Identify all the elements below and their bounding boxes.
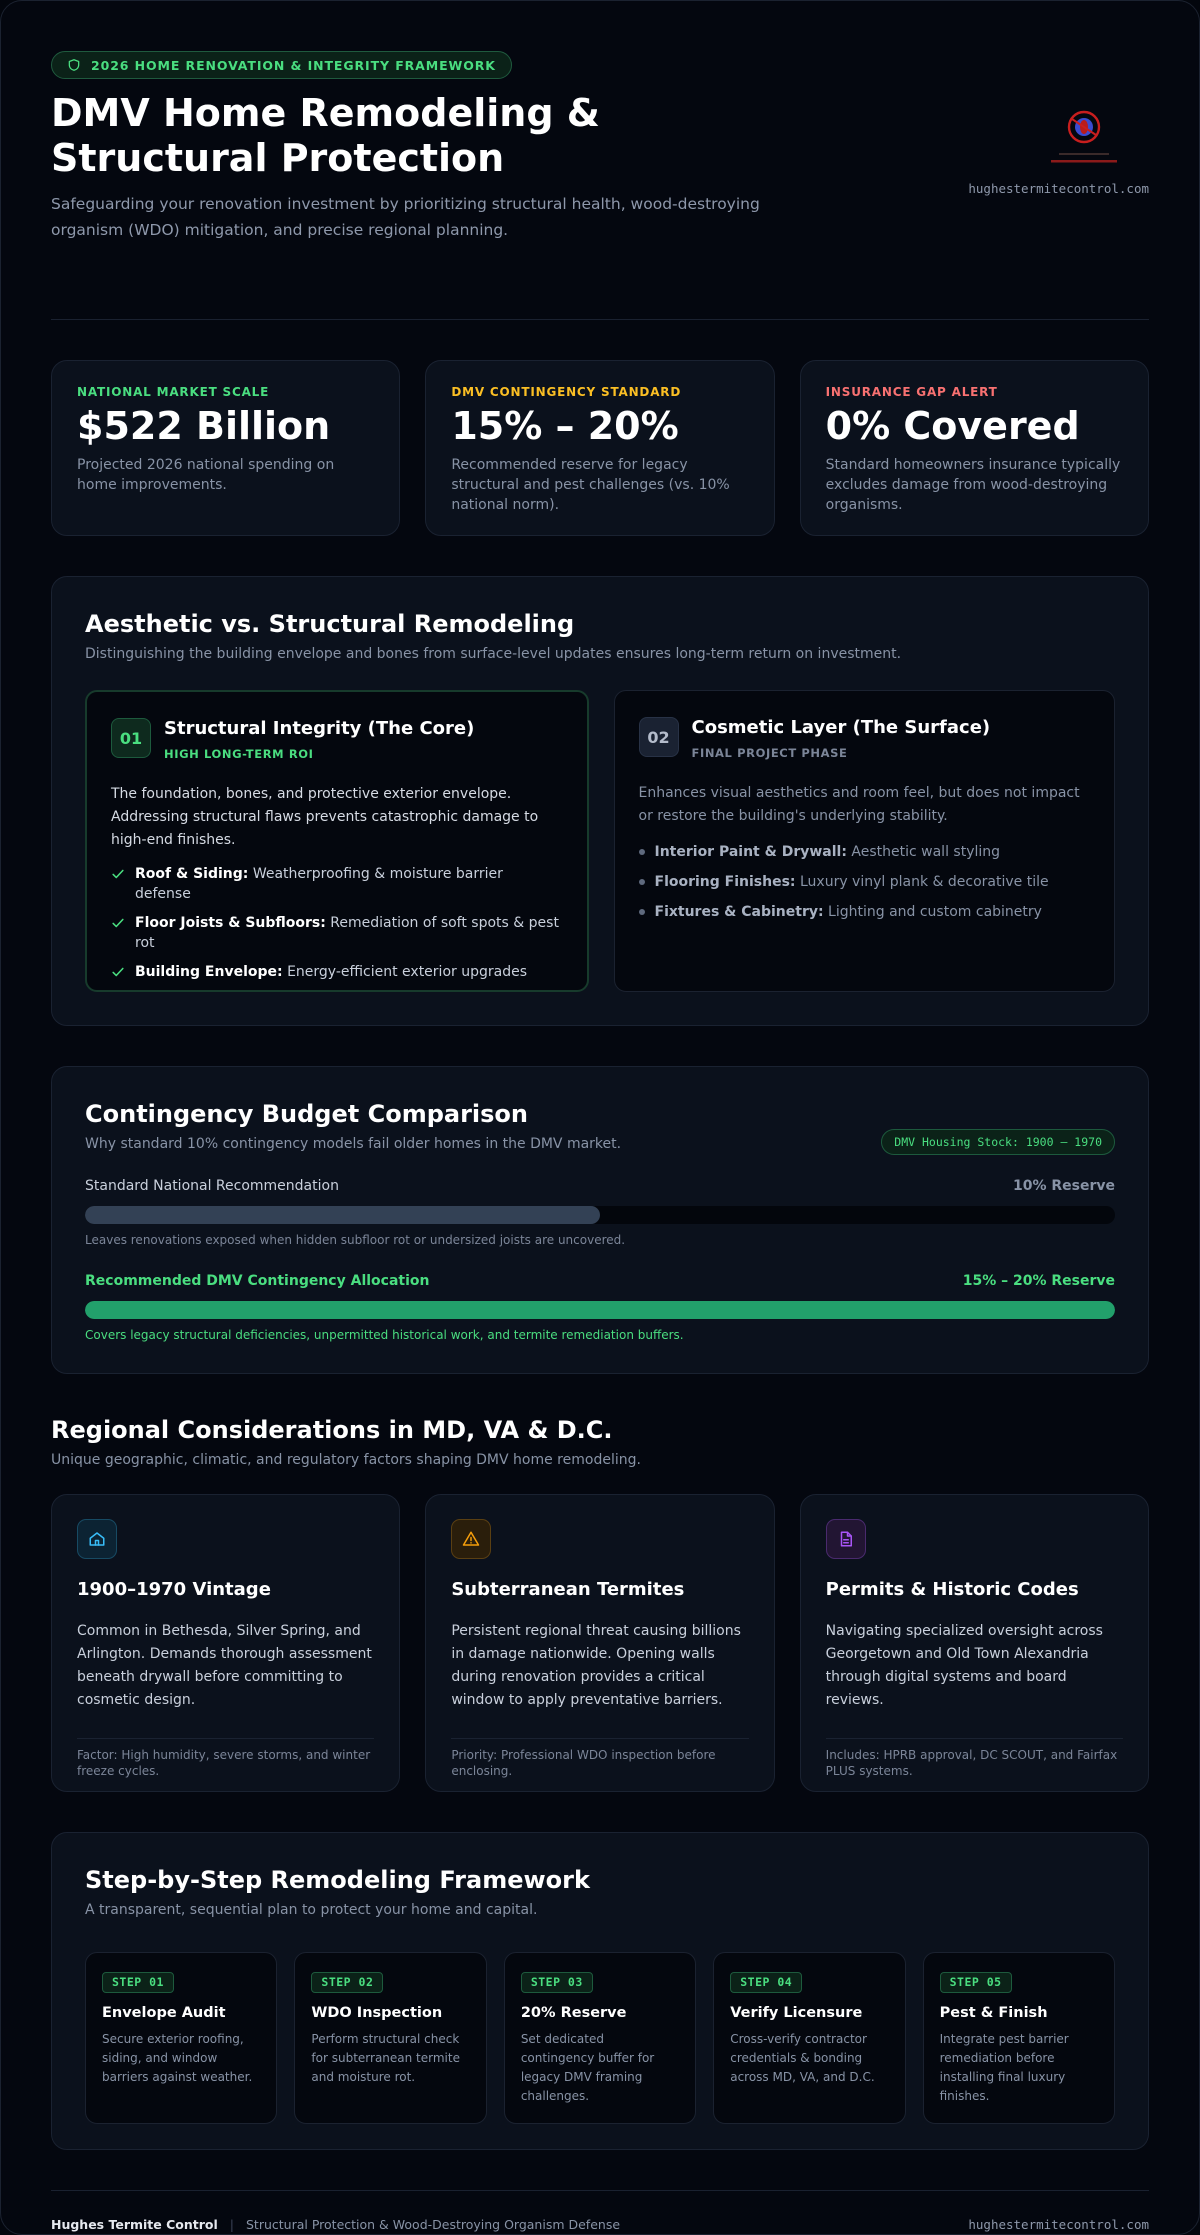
step-body: Integrate pest barrier remediation before installing final luxury finishes. bbox=[939, 2032, 1069, 2103]
regional-title: Regional Considerations in MD, VA & D.C. bbox=[51, 1416, 613, 1444]
regional-card-permits bbox=[800, 1494, 1149, 1792]
surface-list bbox=[639, 842, 1091, 922]
step-title: WDO Inspection bbox=[311, 2005, 443, 2021]
list-item bbox=[111, 864, 563, 904]
stat-description: Projected 2026 national spending on home improvements. bbox=[77, 457, 335, 493]
bullet-icon bbox=[639, 849, 645, 855]
card-body: Persistent regional threat causing billions in damage nationwide. Opening walls during renovation provides a critical window to apply preventative barriers. bbox=[451, 1623, 741, 1708]
list-item bbox=[639, 902, 1091, 922]
stat-kicker: NATIONAL MARKET SCALE bbox=[77, 385, 270, 399]
step-body: Set dedicated contingency buffer for legacy DMV framing challenges. bbox=[520, 2032, 655, 2103]
progress-fill-dmv bbox=[85, 1301, 1115, 1319]
shield-icon bbox=[67, 58, 81, 72]
header-site-url[interactable]: hughestermitecontrol.com bbox=[968, 181, 1149, 196]
item-label: Roof & Siding: bbox=[135, 866, 249, 882]
core-checklist bbox=[111, 864, 563, 982]
step-card bbox=[85, 1952, 277, 2124]
bar-label: Standard National Recommendation bbox=[85, 1178, 339, 1194]
step-card bbox=[923, 1952, 1115, 2124]
header-divider bbox=[51, 319, 1149, 320]
stat-card-market bbox=[51, 360, 400, 536]
step-title: 20% Reserve bbox=[520, 2005, 627, 2021]
step-card bbox=[713, 1952, 905, 2124]
section-title: Aesthetic vs. Structural Remodeling bbox=[85, 610, 575, 638]
list-item bbox=[639, 872, 1091, 892]
card-number: 02 bbox=[639, 717, 679, 757]
item-label: Fixtures & Cabinetry: bbox=[654, 904, 824, 920]
check-icon bbox=[111, 916, 125, 930]
stat-value: 0% Covered bbox=[825, 404, 1080, 448]
card-title: Structural Integrity (The Core) bbox=[164, 718, 475, 739]
framework-badge-label: 2026 HOME RENOVATION & INTEGRITY FRAMEWORK bbox=[91, 57, 496, 73]
card-title: Permits & Historic Codes bbox=[825, 1579, 1079, 1600]
step-body: Perform structural check for subterranean termite and moisture rot. bbox=[311, 2032, 460, 2084]
card-body: The foundation, bones, and protective exterior envelope. Addressing structural flaws prevents catastrophic damage to high-end finishes. bbox=[111, 786, 539, 848]
stat-card-contingency bbox=[425, 360, 774, 536]
step-card bbox=[504, 1952, 696, 2124]
progress-fill-national bbox=[85, 1206, 600, 1224]
regional-card-vintage bbox=[51, 1494, 400, 1792]
check-icon bbox=[111, 867, 125, 881]
item-label: Floor Joists & Subfloors: bbox=[135, 915, 326, 931]
footer bbox=[51, 2217, 1149, 2232]
framework-badge bbox=[51, 51, 512, 79]
section-title: Contingency Budget Comparison bbox=[85, 1100, 528, 1128]
card-tag: FINAL PROJECT PHASE bbox=[691, 746, 848, 760]
check-icon bbox=[111, 965, 125, 979]
bar-note: Covers legacy structural deficiencies, unpermitted historical work, and termite remediation buffers. bbox=[85, 1328, 684, 1342]
footer-site-url[interactable]: hughestermitecontrol.com bbox=[968, 2217, 1149, 2232]
item-text: Remediation of soft spots & pest rot bbox=[135, 915, 559, 951]
step-list bbox=[85, 1952, 1115, 2124]
footer-divider bbox=[51, 2190, 1149, 2191]
comparison-row bbox=[85, 690, 1115, 992]
card-body: Common in Bethesda, Silver Spring, and Arlington. Demands thorough assessment beneath drywall before committing to cosmetic design. bbox=[77, 1623, 372, 1708]
item-text: Energy-efficient exterior upgrades bbox=[287, 964, 527, 980]
housing-stock-badge: DMV Housing Stock: 1900 – 1970 bbox=[881, 1129, 1115, 1155]
bar-value-label: 10% Reserve bbox=[1012, 1178, 1115, 1194]
stat-card-insurance bbox=[800, 360, 1149, 536]
progress-track bbox=[85, 1301, 1115, 1319]
item-text: Aesthetic wall styling bbox=[851, 844, 1001, 860]
step-badge: STEP 03 bbox=[521, 1972, 593, 1993]
cosmetic-surface-card bbox=[614, 690, 1116, 992]
bar-label: Recommended DMV Contingency Allocation bbox=[85, 1273, 430, 1289]
card-title: 1900–1970 Vintage bbox=[77, 1579, 271, 1600]
bar-header-national bbox=[85, 1178, 1115, 1194]
stat-description: Recommended reserve for legacy structural and pest challenges (vs. 10% national norm). bbox=[451, 457, 730, 513]
card-tag: HIGH LONG-TERM ROI bbox=[164, 747, 314, 761]
step-title: Pest & Finish bbox=[939, 2005, 1048, 2021]
item-text: Lighting and custom cabinetry bbox=[828, 904, 1042, 920]
item-label: Interior Paint & Drywall: bbox=[654, 844, 847, 860]
aesthetic-vs-structural-panel bbox=[51, 576, 1149, 1026]
section-subtitle: A transparent, sequential plan to protect your home and capital. bbox=[85, 1902, 538, 1918]
card-body: Enhances visual aesthetics and room feel, but does not impact or restore the building's underlying stability. bbox=[638, 785, 1080, 824]
stat-description: Standard homeowners insurance typically excludes damage from wood-destroying organisms. bbox=[825, 457, 1121, 513]
card-number: 01 bbox=[111, 718, 151, 758]
termite-shield-logo bbox=[1041, 105, 1127, 177]
section-title: Step-by-Step Remodeling Framework bbox=[85, 1866, 590, 1894]
item-text: Luxury vinyl plank & decorative tile bbox=[799, 874, 1049, 890]
stat-value: $522 Billion bbox=[77, 404, 331, 448]
bar-note: Leaves renovations exposed when hidden subfloor rot or undersized joists are uncovered. bbox=[85, 1233, 626, 1247]
section-subtitle: Distinguishing the building envelope and bones from surface-level updates ensures long-term return on investment. bbox=[85, 646, 902, 662]
list-item bbox=[111, 962, 563, 982]
item-label: Flooring Finishes: bbox=[654, 874, 796, 890]
remodeling-framework-panel bbox=[51, 1832, 1149, 2150]
regional-card-termites bbox=[425, 1494, 774, 1792]
house-icon bbox=[77, 1519, 117, 1559]
card-footnote: Includes: HPRB approval, DC SCOUT, and Fairfax PLUS systems. bbox=[826, 1738, 1123, 1779]
hero-header bbox=[51, 51, 1149, 271]
warning-icon bbox=[451, 1519, 491, 1559]
list-item bbox=[111, 913, 563, 953]
stat-value: 15% – 20% bbox=[451, 404, 679, 448]
step-title: Verify Licensure bbox=[730, 2005, 863, 2021]
step-badge: STEP 02 bbox=[311, 1972, 383, 1993]
brand-block bbox=[959, 105, 1149, 196]
step-body: Secure exterior roofing, siding, and window barriers against weather. bbox=[102, 2032, 253, 2084]
stat-kicker: DMV CONTINGENCY STANDARD bbox=[451, 385, 682, 399]
step-badge: STEP 01 bbox=[102, 1972, 174, 1993]
footer-separator: | bbox=[229, 2217, 234, 2232]
step-title: Envelope Audit bbox=[102, 2005, 226, 2021]
contingency-budget-panel bbox=[51, 1066, 1149, 1374]
step-body: Cross-verify contractor credentials & bonding across MD, VA, and D.C. bbox=[730, 2032, 875, 2084]
bar-header-dmv bbox=[85, 1273, 1115, 1289]
footer-brand: Hughes Termite Control bbox=[51, 2217, 218, 2232]
document-icon bbox=[826, 1519, 866, 1559]
bullet-icon bbox=[639, 879, 645, 885]
item-label: Building Envelope: bbox=[135, 964, 283, 980]
card-body: Navigating specialized oversight across Georgetown and Old Town Alexandria through digital systems and board reviews. bbox=[825, 1623, 1103, 1708]
item-text: Weatherproofing & moisture barrier defense bbox=[135, 866, 503, 902]
step-card bbox=[294, 1952, 486, 2124]
structural-core-card bbox=[85, 690, 589, 992]
bar-value-label: 15% – 20% Reserve bbox=[962, 1273, 1115, 1289]
bullet-icon bbox=[639, 909, 645, 915]
stat-cards bbox=[51, 360, 1149, 536]
progress-track bbox=[85, 1206, 1115, 1224]
regional-subtitle: Unique geographic, climatic, and regulatory factors shaping DMV home remodeling. bbox=[51, 1452, 641, 1468]
card-footnote: Priority: Professional WDO inspection before enclosing. bbox=[451, 1738, 748, 1779]
step-badge: STEP 04 bbox=[730, 1972, 802, 1993]
list-item bbox=[639, 842, 1091, 862]
page-title: DMV Home Remodeling & Structural Protection bbox=[51, 91, 600, 180]
regional-cards bbox=[51, 1494, 1149, 1792]
step-badge: STEP 05 bbox=[940, 1972, 1012, 1993]
footer-tagline: Structural Protection & Wood-Destroying Organism Defense bbox=[246, 2217, 621, 2232]
card-footnote: Factor: High humidity, severe storms, and winter freeze cycles. bbox=[77, 1738, 374, 1779]
stat-kicker: INSURANCE GAP ALERT bbox=[825, 385, 998, 399]
card-title: Cosmetic Layer (The Surface) bbox=[691, 717, 991, 738]
page-subtitle: Safeguarding your renovation investment by prioritizing structural health, wood-destroying organism (WDO) mitigation, and precise regional planning. bbox=[51, 195, 760, 239]
card-title: Subterranean Termites bbox=[451, 1579, 685, 1600]
section-subtitle: Why standard 10% contingency models fail older homes in the DMV market. bbox=[85, 1136, 622, 1152]
